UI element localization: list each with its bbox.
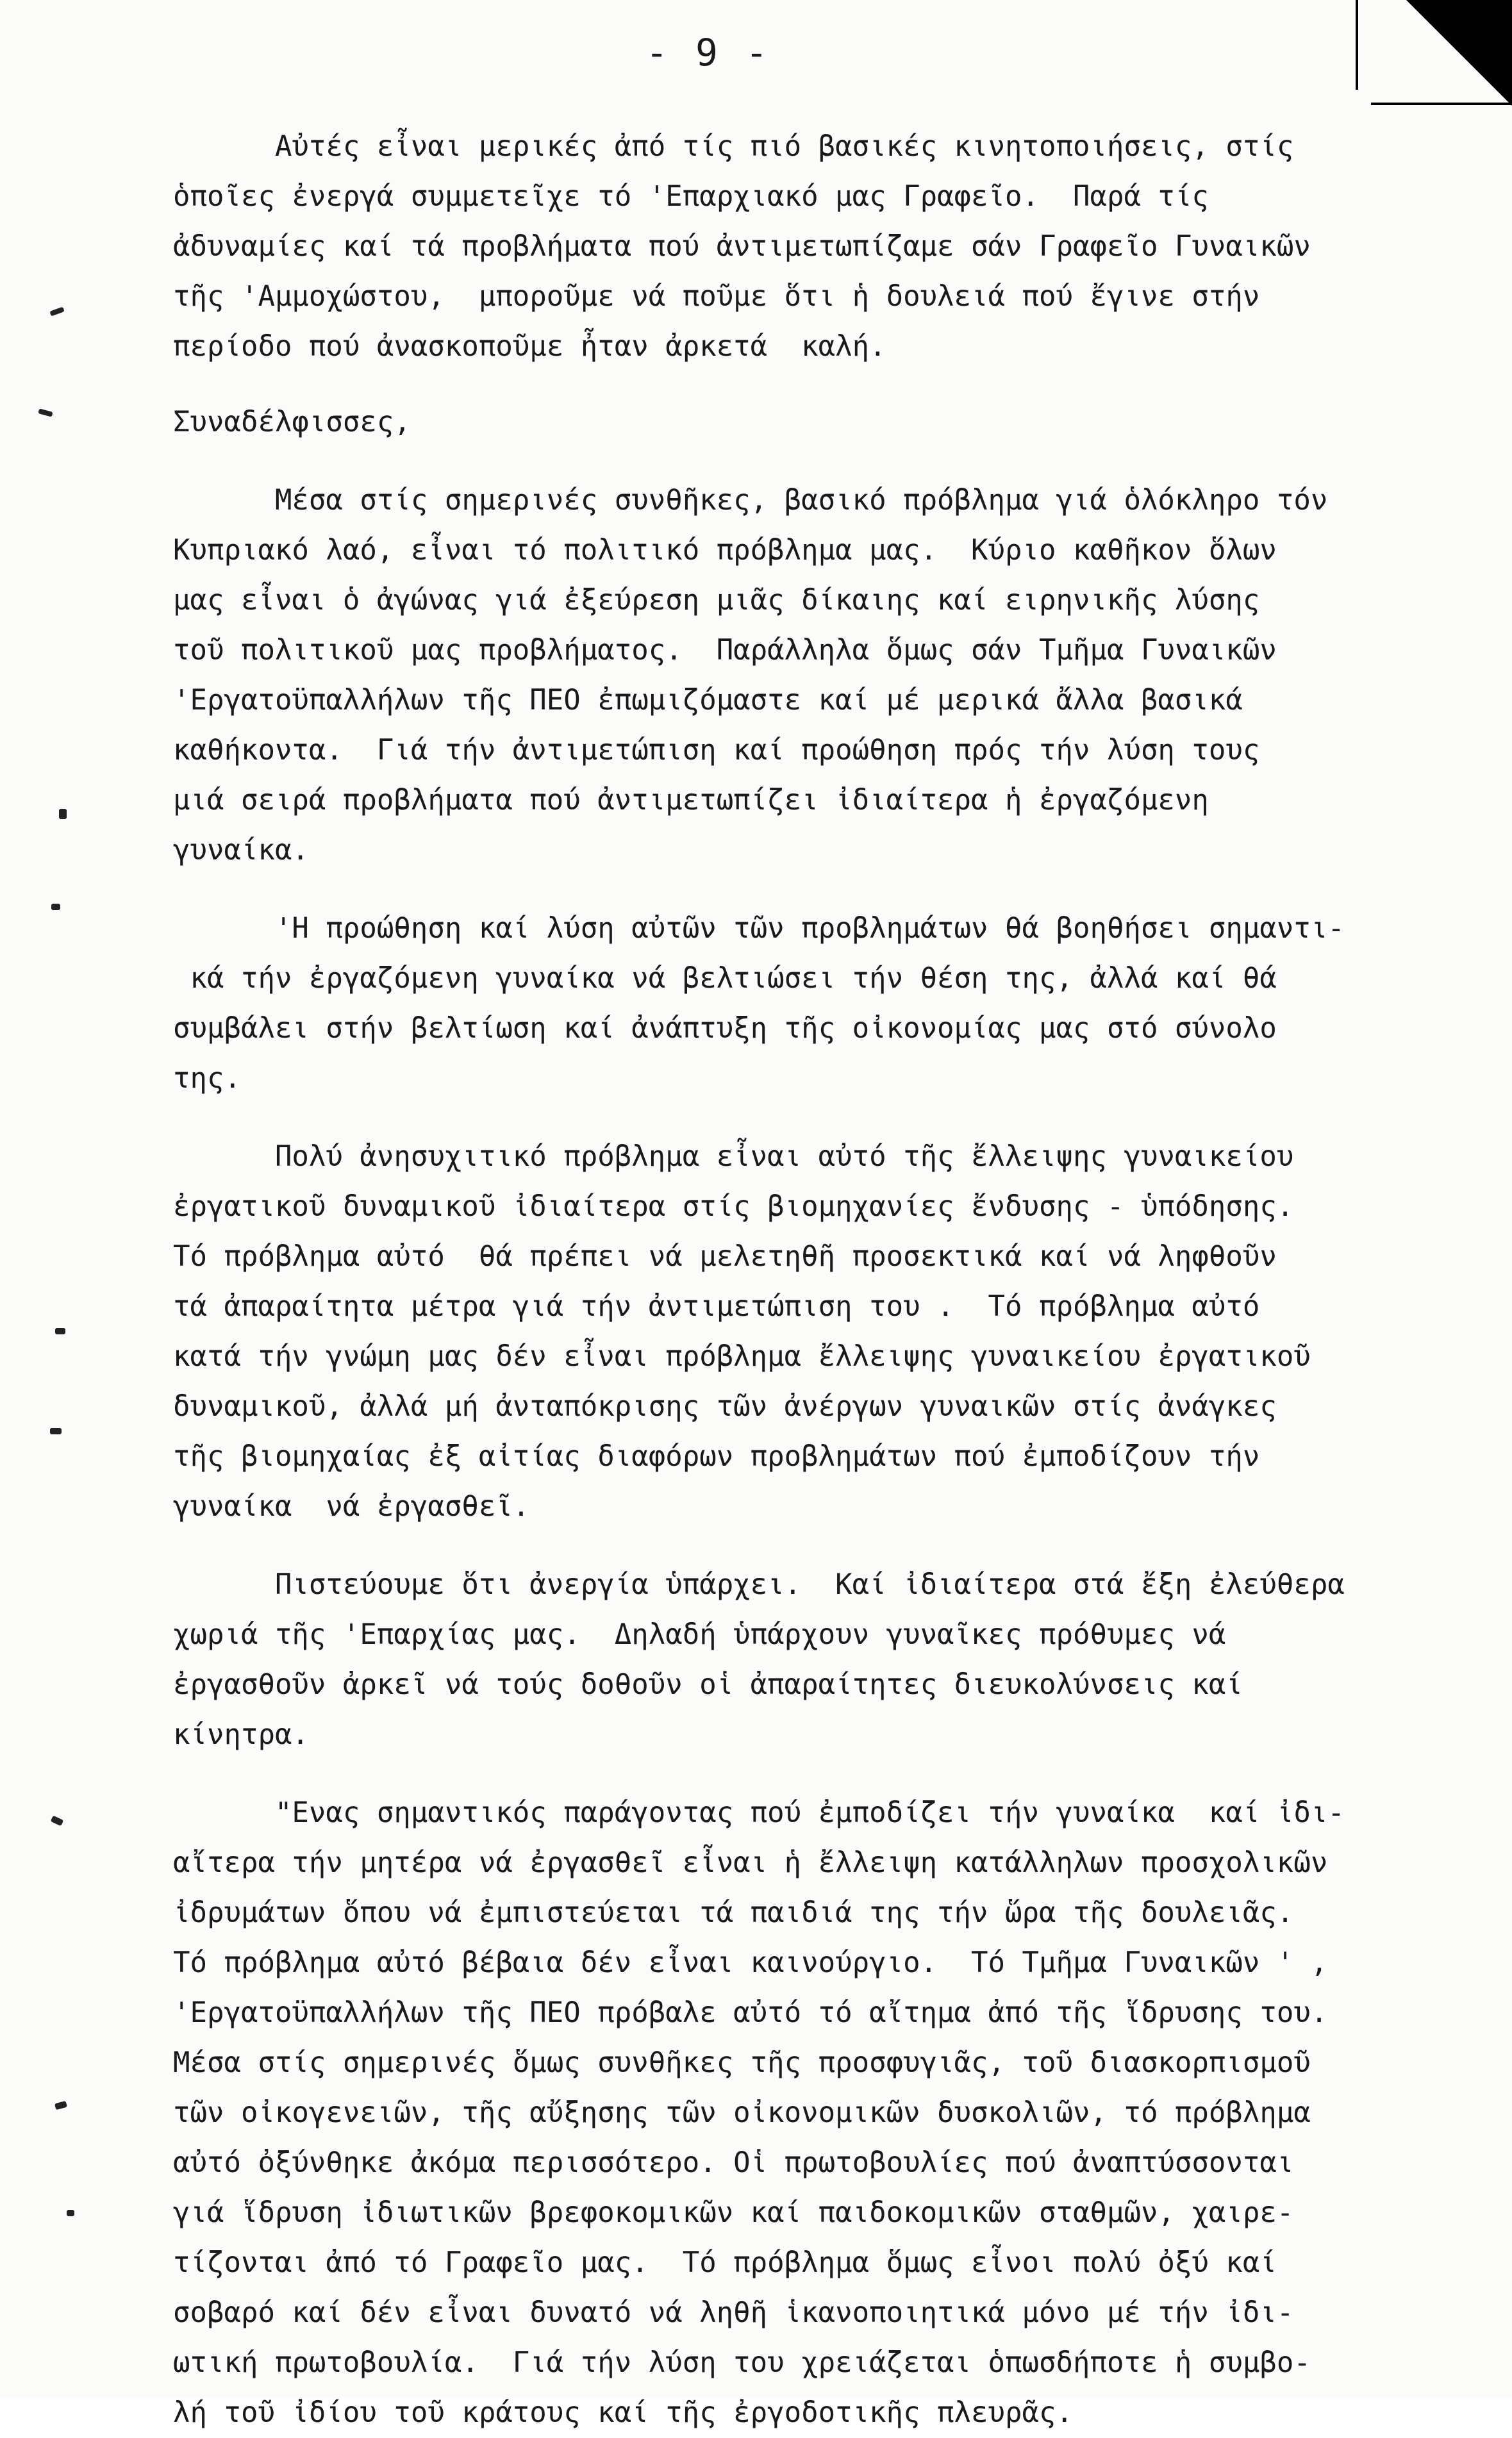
text-line: τῶν οἰκογενειῶν, τῆς αὔξησης τῶν οἰκονομικῶν δυσκολιῶν, τό πρόβλημα xyxy=(173,2096,1311,2129)
text-line: Τό πρόβλημα αὐτό βέβαια δέν εἶναι καινούργιο. Τό Τμῆμα Γυναικῶν ' , xyxy=(173,1946,1328,1979)
text-line: γυναίκα. xyxy=(173,834,309,867)
text-line: μιά σειρά προβλήματα πού ἀντιμετωπίζει ἰδιαίτερα ἡ ἐργαζόμενη xyxy=(173,784,1209,817)
paragraph xyxy=(173,1560,1493,1760)
text-line: ἀδυναμίες καί τά προβλήματα πού ἀντιμετωπίζαμε σάν Γραφεῖο Γυναικῶν xyxy=(173,230,1311,263)
text-line: κίνητρα. xyxy=(173,1718,309,1751)
margin-mark xyxy=(54,2101,67,2110)
text-line: τά ἀπαραίτητα μέτρα γιά τήν ἀντιμετώπιση του . Τό πρόβλημα αὐτό xyxy=(173,1290,1260,1323)
text-line: της. xyxy=(173,1062,241,1095)
salutation xyxy=(173,397,1493,447)
text-line: καθήκοντα. Γιά τήν ἀντιμετώπιση καί προώθηση πρός τήν λύση τους xyxy=(173,734,1260,767)
text-line: Μέσα στίς σημερινές ὅμως συνθῆκες τῆς προσφυγιᾶς, τοῦ διασκορπισμοῦ xyxy=(173,2046,1311,2079)
text-line: δυναμικοῦ, ἀλλά μή ἀνταπόκρισης τῶν ἀνέργων γυναικῶν στίς ἀνάγκες xyxy=(173,1390,1277,1423)
text-line: γιά ἵδρυση ἰδιωτικῶν βρεφοκομικῶν καί παιδοκομικῶν σταθμῶν, χαιρε- xyxy=(173,2196,1294,2229)
margin-mark xyxy=(55,1328,65,1334)
text-line: σοβαρό καί δέν εἶναι δυνατό νά ληθῆ ἱκανοποιητικά μόνο μέ τήν ἰδι- xyxy=(173,2296,1294,2329)
text-line: Αὐτές εἶναι μερικές ἀπό τίς πιό βασικές κινητοποιήσεις, στίς xyxy=(173,130,1294,163)
text-line: Μέσα στίς σημερινές συνθῆκες, βασικό πρόβλημα γιά ὁλόκληρο τόν xyxy=(173,484,1328,517)
page-number: - 9 - xyxy=(645,31,770,74)
margin-mark xyxy=(38,408,53,417)
paragraph xyxy=(173,1788,1493,2438)
text-line: 'Εργατοϋπαλλήλων τῆς ΠΕΟ πρόβαλε αὐτό τό αἴτημα ἀπό τῆς ἵδρυσης του. xyxy=(173,1996,1328,2029)
text-line: Κυπριακό λαό, εἶναι τό πολιτικό πρόβλημα μας. Κύριο καθῆκον ὅλων xyxy=(173,534,1277,567)
text-line: Συναδέλφισσες, xyxy=(173,406,411,438)
scan-edge-mark xyxy=(1371,103,1512,105)
margin-mark xyxy=(67,2210,74,2216)
text-line: τίζονται ἀπό τό Γραφεῖο μας. Τό πρόβλημα ὅμως εἶνοι πολύ ὀξύ καί xyxy=(173,2246,1277,2279)
paragraph xyxy=(173,1132,1493,1532)
paragraph xyxy=(173,476,1493,875)
text-line: αἴτερα τήν μητέρα νά ἐργασθεῖ εἶναι ἡ ἔλλειψη κατάλληλων προσχολικῶν xyxy=(173,1846,1328,1879)
document-body xyxy=(173,122,1493,2438)
text-line: αὐτό ὀξύνθηκε ἀκόμα περισσότερο. Οἱ πρωτοβουλίες πού ἀναπτύσσονται xyxy=(173,2146,1294,2179)
text-line: ὁποῖες ἐνεργά συμμετεῖχε τό 'Επαρχιακό μας Γραφεῖο. Παρά τίς xyxy=(173,180,1209,213)
text-line: τῆς βιομηχαίας ἐξ αἰτίας διαφόρων προβλημάτων πού ἐμποδίζουν τήν xyxy=(173,1440,1260,1473)
text-line: ἐργασθοῦν ἀρκεῖ νά τούς δοθοῦν οἱ ἀπαραίτητες διευκολύνσεις καί xyxy=(173,1668,1243,1701)
text-line: "Ενας σημαντικός παράγοντας πού ἐμποδίζει τήν γυναίκα καί ἰδι- xyxy=(173,1796,1345,1829)
text-line: συμβάλει στήν βελτίωση καί ἀνάπτυξη τῆς οἰκονομίας μας στό σύνολο xyxy=(173,1012,1277,1045)
text-line: 'Εργατοϋπαλλήλων τῆς ΠΕΟ ἐπωμιζόμαστε καί μέ μερικά ἄλλα βασικά xyxy=(173,684,1243,717)
text-line: μας εἶναι ὁ ἀγώνας γιά ἐξεύρεση μιᾶς δίκαιης καί ειρηνικῆς λύσης xyxy=(173,584,1260,617)
text-line: χωριά τῆς 'Επαρχίας μας. Δηλαδή ὑπάρχουν γυναῖκες πρόθυμες νά xyxy=(173,1618,1226,1651)
text-line: ἰδρυμάτων ὅπου νά ἐμπιστεύεται τά παιδιά της τήν ὥρα τῆς δουλειᾶς. xyxy=(173,1896,1294,1929)
text-line: γυναίκα νά ἐργασθεῖ. xyxy=(173,1490,530,1523)
margin-mark xyxy=(49,306,64,316)
text-line: περίοδο πού ἀνασκοποῦμε ἦταν ἀρκετά καλή. xyxy=(173,330,886,363)
paragraph xyxy=(173,122,1493,372)
text-line: τῆς 'Αμμοχώστου, μποροῦμε νά ποῦμε ὅτι ἡ δουλειά πού ἔγινε στήν xyxy=(173,280,1260,313)
text-line: ἐργατικοῦ δυναμικοῦ ἰδιαίτερα στίς βιομηχανίες ἔνδυσης - ὑπόδησης. xyxy=(173,1190,1294,1223)
text-line: Πιστεύουμε ὅτι ἀνεργία ὑπάρχει. Καί ἰδιαίτερα στά ἔξη ἐλεύθερα xyxy=(173,1568,1345,1601)
text-line: Πολύ ἀνησυχιτικό πρόβλημα εἶναι αὐτό τῆς ἔλλειψης γυναικείου xyxy=(173,1140,1294,1173)
text-line: τοῦ πολιτικοῦ μας προβλήματος. Παράλληλα ὅμως σάν Τμῆμα Γυναικῶν xyxy=(173,634,1277,667)
text-line: Τό πρόβλημα αὐτό θά πρέπει νά μελετηθῆ προσεκτικά καί νά ληφθοῦν xyxy=(173,1240,1277,1273)
margin-mark xyxy=(59,809,67,819)
margin-mark xyxy=(51,1816,64,1827)
text-line: λή τοῦ ἰδίου τοῦ κράτους καί τῆς ἐργοδοτικῆς πλευρᾶς. xyxy=(173,2396,1073,2429)
margin-mark xyxy=(51,904,60,910)
text-line: 'Η προώθηση καί λύση αὐτῶν τῶν προβλημάτων θά βοηθήσει σημαντι- xyxy=(173,912,1345,945)
text-line: κά τήν ἐργαζόμενη γυναίκα νά βελτιώσει τήν θέση της, ἀλλά καί θά xyxy=(173,962,1277,995)
margin-mark xyxy=(50,1428,62,1434)
text-line: ωτική πρωτοβουλία. Γιά τήν λύση του χρειάζεται ὁπωσδήποτε ἡ συμβο- xyxy=(173,2346,1311,2379)
paragraph xyxy=(173,904,1493,1104)
text-line: κατά τήν γνώμη μας δέν εἶναι πρόβλημα ἔλλειψης γυναικείου ἐργατικοῦ xyxy=(173,1340,1311,1373)
